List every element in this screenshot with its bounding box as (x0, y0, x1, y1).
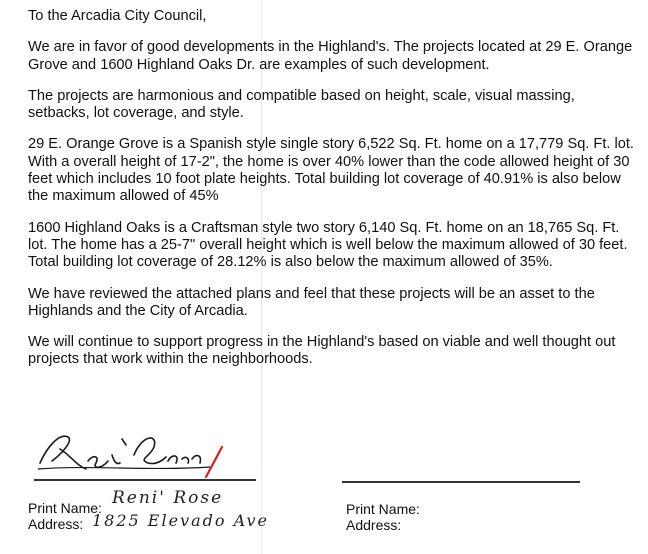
signature-line-left (34, 479, 256, 481)
print-name-label-left: Print Name: (28, 500, 102, 516)
address-label-right: Address: (346, 517, 402, 533)
paragraph-highland-oaks: 1600 Highland Oaks is a Craftsman style two story 6,140 Sq. Ft. home on an 18,765 Sq. Ft. lot. The home has a 25-7" overall height which is well below the maximum allowed of 30 feet. Total building lot coverage of 28.12% is also below the maximum allowed of 35%. (28, 219, 628, 271)
handwritten-address: 1825 Elevado Ave (92, 511, 270, 530)
print-name-label-right: Print Name: (346, 501, 420, 517)
signature-line-right (342, 481, 580, 483)
signature-reni-rose (30, 425, 230, 487)
handwritten-print-name: Reni' Rose (112, 488, 224, 508)
paragraph-continued-support: We will continue to support progress in the Highland's based on viable and well thought out projects that work within the neighborhoods. (28, 334, 616, 368)
letter-greeting: To the Arcadia City Council, (28, 8, 207, 24)
paragraph-support-statement: We are in favor of good developments in the Highland's. The projects located at 29 E. Orange Grove and 1600 Highland Oaks Dr. are examples of such development. (28, 39, 633, 73)
paragraph-reviewed-plans: We have reviewed the attached plans and feel that these projects will be an asset to the Highlands and the City of Arcadia. (28, 285, 595, 319)
paragraph-harmonious: The projects are harmonious and compatible based on height, scale, visual massing, setbacks, lot coverage, and style. (28, 87, 575, 122)
paragraph-orange-grove: 29 E. Orange Grove is a Spanish style single story 6,522 Sq. Ft. home on a 17,779 Sq. Ft. lot. With a overall height of 17-2", the home is over 40% lower than the code allowed height of 30 feet which includes 10 foot plate heights. Total building lot coverage of 40.91% is also below the maximum allowed of 45% (28, 136, 634, 205)
address-label-left: Address: (28, 516, 84, 532)
